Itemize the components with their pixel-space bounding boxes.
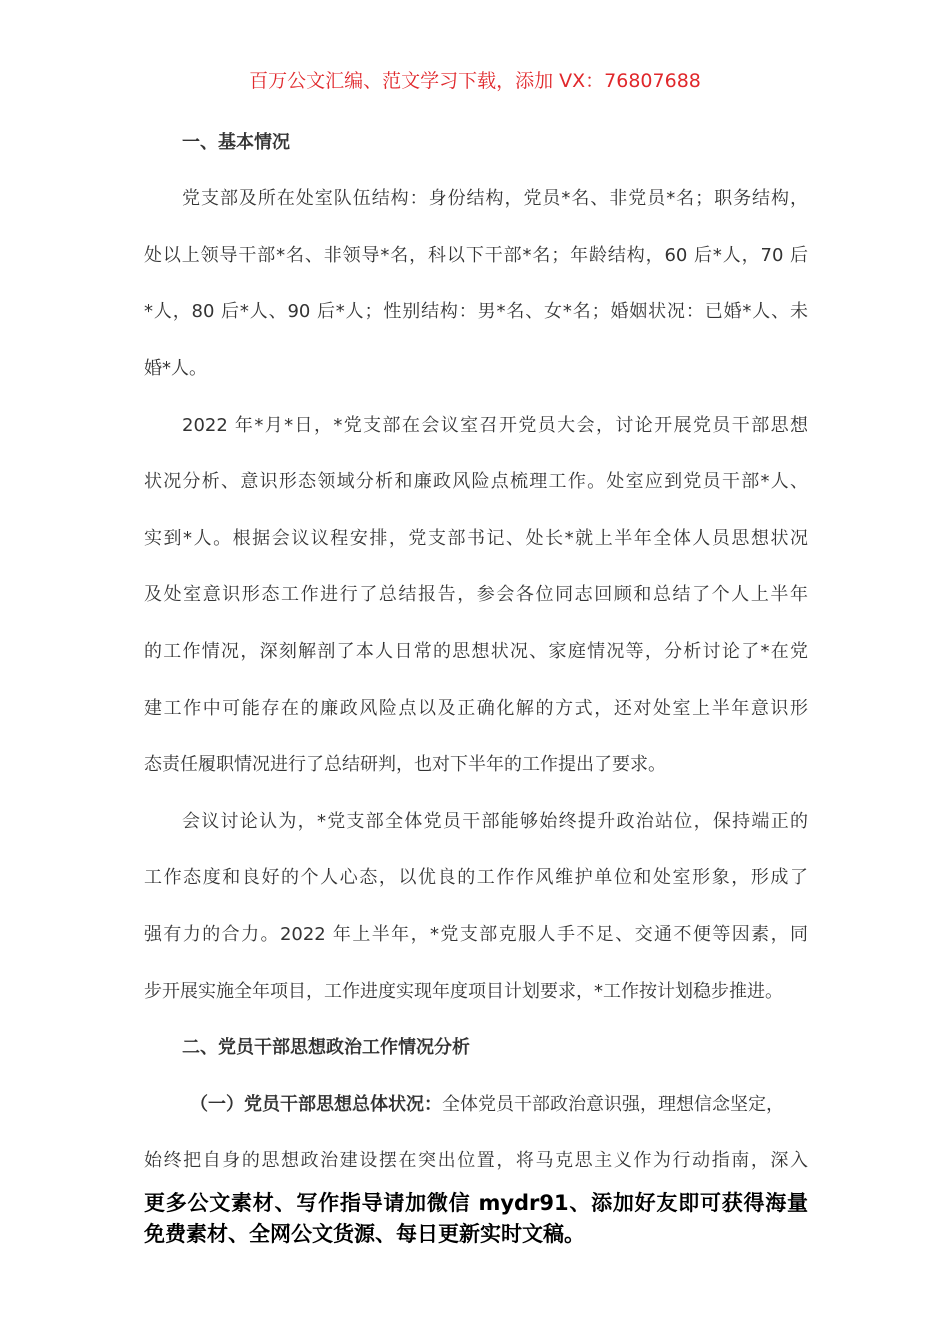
paragraph-line: 处以上领导干部*名、非领导*名，科以下干部*名；年龄结构，60 后*人，70 后 [144, 244, 808, 266]
subheading-lead: （一）党员干部思想总体状况： [190, 1093, 442, 1115]
header-ad-text: 百万公文汇编、范文学习下载，添加 VX：76807688 [249, 70, 701, 92]
document-body [144, 115, 808, 1190]
paragraph-text: 全体党员干部政治意识强，理想信念坚定， [442, 1093, 784, 1115]
paragraph-line: 实到*人。根据会议议程安排，党支部书记、处长*就上半年全体人员思想状况 [144, 527, 808, 549]
section-heading-1: 一、基本情况 [182, 131, 290, 153]
paragraph-line: 婚*人。 [144, 358, 207, 380]
footer-line: 免费素材、全网公文货源、每日更新实时文稿。 [144, 1222, 585, 1246]
paragraph-line: 的工作情况，深刻解剖了本人日常的思想状况、家庭情况等，分析讨论了*在党 [144, 641, 808, 663]
footer-ad-text [144, 1188, 808, 1250]
section-heading-2: 二、党员干部思想政治工作情况分析 [182, 1037, 470, 1059]
paragraph-line: 状况分析、意识形态领域分析和廉政风险点梳理工作。处室应到党员干部*人、 [144, 471, 808, 493]
paragraph-line: 及处室意识形态工作进行了总结报告，参会各位同志回顾和总结了个人上半年 [144, 584, 808, 606]
paragraph-line: 态责任履职情况进行了总结研判，也对下半年的工作提出了要求。 [144, 754, 666, 776]
paragraph-line: 党支部及所在处室队伍结构：身份结构，党员*名、非党员*名；职务结构， [182, 188, 808, 210]
paragraph-line: 建工作中可能存在的廉政风险点以及正确化解的方式，还对处室上半年意识形 [144, 697, 808, 719]
paragraph-line: 会议讨论认为，*党支部全体党员干部能够始终提升政治站位，保持端正的 [182, 810, 808, 832]
paragraph-line: *人，80 后*人、90 后*人；性别结构：男*名、女*名；婚姻状况：已婚*人、未 [144, 301, 808, 323]
paragraph-line [144, 1077, 808, 1134]
paragraph-line: 步开展实施全年项目，工作进度实现年度项目计划要求，*工作按计划稳步推进。 [144, 980, 783, 1002]
paragraph-line: 始终把自身的思想政治建设摆在突出位置，将马克思主义作为行动指南，深入 [144, 1150, 808, 1172]
paragraph-line: 强有力的合力。2022 年上半年，*党支部克服人手不足、交通不便等因素，同 [144, 924, 808, 945]
paragraph-line: 2022 年*月*日，*党支部在会议室召开党员大会，讨论开展党员干部思想 [182, 414, 808, 436]
footer-line: 更多公文素材、写作指导请加微信 mydr91、添加好友即可获得海量 [144, 1191, 808, 1215]
paragraph-line: 工作态度和良好的个人心态，以优良的工作作风维护单位和处室形象，形成了 [144, 867, 808, 889]
